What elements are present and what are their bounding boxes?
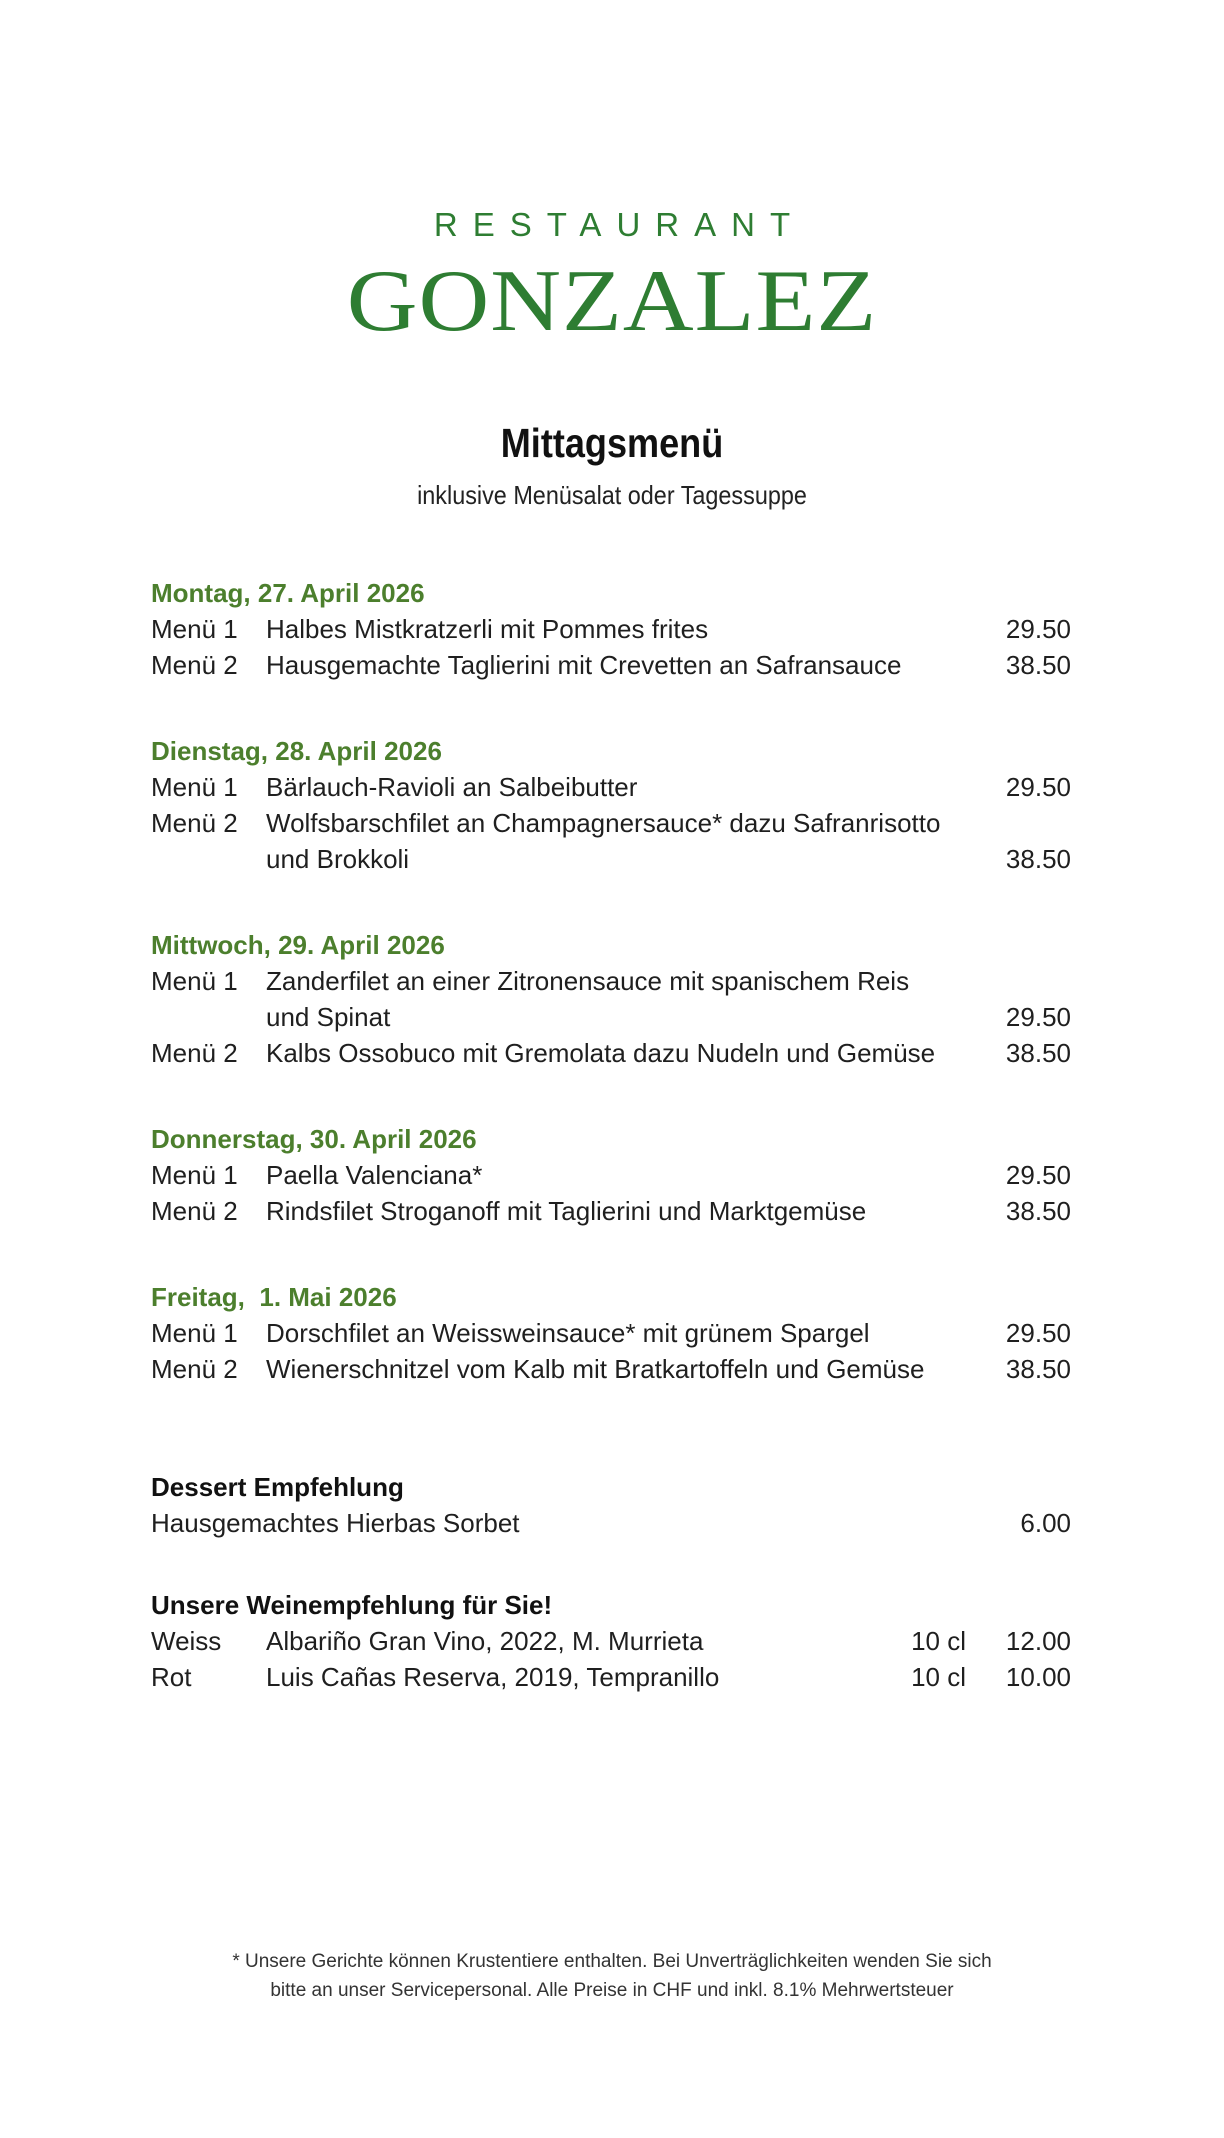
menu-item bbox=[151, 1157, 1071, 1193]
menu-label: Menü 2 bbox=[151, 650, 238, 680]
logo-name: GONZALEZ bbox=[346, 252, 878, 350]
wine-label: Rot bbox=[151, 1662, 192, 1692]
wine-price: 10.00 bbox=[1005, 1662, 1071, 1692]
wine-section bbox=[151, 1587, 1071, 1695]
menu-price: 38.50 bbox=[1005, 844, 1071, 874]
menu-item bbox=[151, 1351, 1071, 1387]
menu-dish: Wolfsbarschfilet an Champagnersauce* dazu Safranrisotto und Brokkoli bbox=[266, 808, 941, 874]
menu-item bbox=[151, 805, 1071, 877]
wine-name: Luis Cañas Reserva, 2019, Tempranillo bbox=[266, 1662, 720, 1692]
menu-price: 38.50 bbox=[1005, 650, 1071, 680]
menu-price: 38.50 bbox=[1005, 1038, 1071, 1068]
footnote-line: bitte an unser Servicepersonal. Alle Preise in CHF und inkl. 8.1% Mehrwertsteuer bbox=[270, 1980, 954, 2001]
menu-dish: Zanderfilet an einer Zitronensauce mit spanischem Reis und Spinat bbox=[266, 966, 910, 1032]
day-section bbox=[151, 575, 1071, 683]
menu-price: 29.50 bbox=[1005, 772, 1071, 802]
wine-label: Weiss bbox=[151, 1626, 222, 1656]
day-title: Dienstag, 28. April 2026 bbox=[151, 736, 442, 766]
menu-item bbox=[151, 611, 1071, 647]
dessert-item bbox=[151, 1505, 1071, 1541]
footnote-line: * Unsere Gerichte können Krustentiere enthalten. Bei Unverträglichkeiten wenden Sie sich bbox=[232, 1951, 992, 1972]
menu-content bbox=[151, 575, 1071, 1695]
menu-label: Menü 1 bbox=[151, 1160, 238, 1190]
menu-label: Menü 2 bbox=[151, 1354, 238, 1384]
menu-dish: Wienerschnitzel vom Kalb mit Bratkartoffeln und Gemüse bbox=[266, 1354, 925, 1384]
wine-name: Albariño Gran Vino, 2022, M. Murrieta bbox=[266, 1626, 704, 1656]
menu-dish: Paella Valenciana* bbox=[266, 1160, 483, 1190]
day-section bbox=[151, 1121, 1071, 1229]
menu-item bbox=[151, 963, 1071, 1035]
menu-label: Menü 2 bbox=[151, 1038, 238, 1068]
day-section bbox=[151, 1279, 1071, 1387]
menu-label: Menü 2 bbox=[151, 1196, 238, 1226]
dessert-section bbox=[151, 1469, 1071, 1541]
menu-item bbox=[151, 1193, 1071, 1229]
menu-price: 38.50 bbox=[1005, 1354, 1071, 1384]
menu-price: 29.50 bbox=[1005, 614, 1071, 644]
wine-volume: 10 cl bbox=[911, 1662, 966, 1692]
menu-item bbox=[151, 1315, 1071, 1351]
dessert-title: Dessert Empfehlung bbox=[151, 1472, 404, 1502]
page-subtitle: inklusive Menüsalat oder Tagessuppe bbox=[417, 480, 807, 510]
day-title: Freitag, 1. Mai 2026 bbox=[151, 1282, 397, 1312]
menu-price: 29.50 bbox=[1005, 1318, 1071, 1348]
menu-price: 29.50 bbox=[1005, 1002, 1071, 1032]
restaurant-logo bbox=[0, 205, 1224, 351]
logo-subtitle: RESTAURANT bbox=[433, 206, 806, 243]
wine-price: 12.00 bbox=[1005, 1626, 1071, 1656]
wine-item bbox=[151, 1623, 1071, 1659]
footnote bbox=[200, 1947, 1024, 2005]
day-section bbox=[151, 733, 1071, 877]
menu-price: 29.50 bbox=[1005, 1160, 1071, 1190]
wine-item bbox=[151, 1659, 1071, 1695]
wine-volume: 10 cl bbox=[911, 1626, 966, 1656]
menu-label: Menü 1 bbox=[151, 966, 238, 996]
menu-dish: Rindsfilet Stroganoff mit Taglierini und Marktgemüse bbox=[266, 1196, 867, 1226]
menu-dish: Dorschfilet an Weissweinsauce* mit grünem Spargel bbox=[266, 1318, 870, 1348]
menu-label: Menü 2 bbox=[151, 808, 238, 838]
day-title: Mittwoch, 29. April 2026 bbox=[151, 930, 445, 960]
menu-item bbox=[151, 647, 1071, 683]
menu-dish: Kalbs Ossobuco mit Gremolata dazu Nudeln und Gemüse bbox=[266, 1038, 936, 1068]
day-title: Montag, 27. April 2026 bbox=[151, 578, 425, 608]
page-title: Mittagsmenü bbox=[500, 420, 724, 466]
menu-label: Menü 1 bbox=[151, 1318, 238, 1348]
dessert-name: Hausgemachtes Hierbas Sorbet bbox=[151, 1508, 520, 1538]
wine-title: Unsere Weinempfehlung für Sie! bbox=[151, 1590, 553, 1620]
menu-label: Menü 1 bbox=[151, 614, 238, 644]
dessert-price: 6.00 bbox=[1020, 1508, 1071, 1538]
menu-label: Menü 1 bbox=[151, 772, 238, 802]
day-title: Donnerstag, 30. April 2026 bbox=[151, 1124, 477, 1154]
menu-dish: Halbes Mistkratzerli mit Pommes frites bbox=[266, 614, 709, 644]
day-section bbox=[151, 927, 1071, 1071]
menu-price: 38.50 bbox=[1005, 1196, 1071, 1226]
menu-item bbox=[151, 769, 1071, 805]
menu-item bbox=[151, 1035, 1071, 1071]
menu-dish: Bärlauch-Ravioli an Salbeibutter bbox=[266, 772, 638, 802]
menu-dish: Hausgemachte Taglierini mit Crevetten an Safransauce bbox=[266, 650, 902, 680]
